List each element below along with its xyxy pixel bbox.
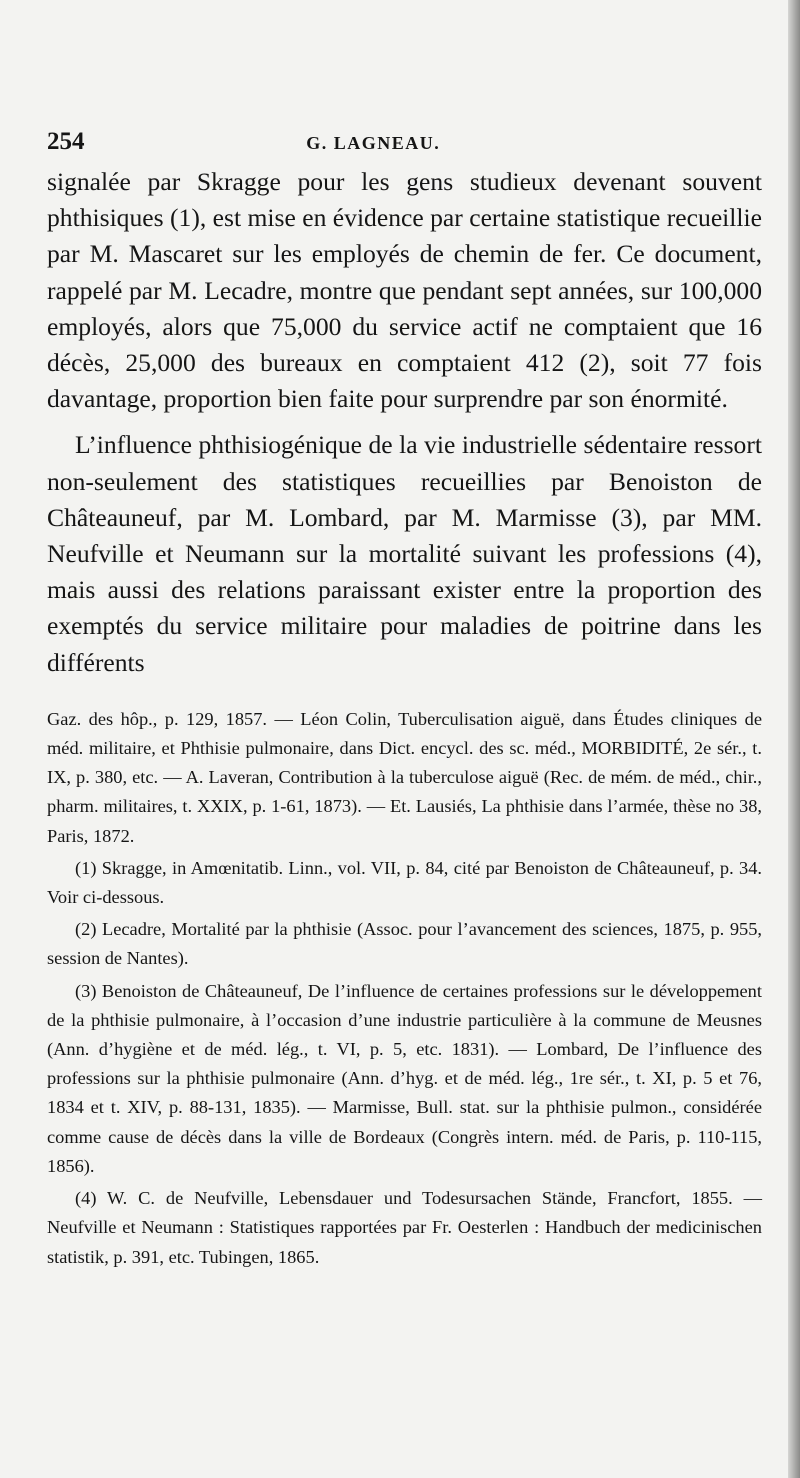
page-number: 254 (47, 128, 85, 155)
book-page (47, 128, 762, 1272)
footnote-1: (1) Skragge, in Amœnitatib. Linn., vol. VII, p. 84, cité par Benoiston de Châteauneuf, p. 34. Voir ci-dessous. (47, 857, 762, 908)
page-header (47, 128, 762, 164)
footnote-separator (47, 687, 762, 697)
paragraph-2: L’influence phthisiogénique de la vie industrielle sédentaire ressort non-seulement des statistiques recueillies par Benoiston de Châteauneuf, par M. Lombard, par M. Marmisse (3), par MM. Neufville et Neumann sur la mortalité suivant les professions (4), mais aussi des relations paraissant exister entre la proportion des exemptés du service militaire pour maladies de poitrine dans les différents (47, 430, 762, 677)
footnote-continuation-text: Gaz. des hôp., p. 129, 1857. — Léon Colin, Tuberculisation aiguë, dans Études cliniques de méd. militaire, et Phthisie pulmonaire, dans Dict. encycl. des sc. méd., MORBIDITÉ, 2e sér., t. IX, p. 380, etc. — A. Laveran, Contribution à la tuberculose aiguë (Rec. de mém. de méd., chir., pharm. militaires, t. XXIX, p. 1-61, 1873). — Et. Lausiés, La phthisie dans l’armée, thèse no 38, Paris, 1872. (47, 708, 762, 846)
footnote-2: (2) Lecadre, Mortalité par la phthisie (Assoc. pour l’avancement des sciences, 1875, p. 955, session de Nantes). (47, 919, 762, 969)
page-edge-shadow (788, 0, 800, 1478)
footnotes (47, 854, 762, 1272)
running-title: G. LAGNEAU. (306, 133, 441, 153)
paragraph-1: signalée par Skragge pour les gens studieux devenant souvent phthisiques (1), est mise en évidence par certaine statistique recueillie par M. Mascaret sur les employés de chemin de fer. Ce document, rappelé par M. Lecadre, montre que pendant sept années, sur 100,000 employés, alors que 75,000 du service actif ne comptaient que 16 décès, 25,000 des bureaux en comptaient 412 (2), soit 77 fois davantage, proportion bien faite pour surprendre par son énormité. (47, 167, 762, 414)
footnote-3: (3) Benoiston de Châteauneuf, De l’influence de certaines professions sur le développement de la phthisie pulmonaire, à l’occasion d’une industrie particulière à la commune de Meusnes (Ann. d’hygiène et de méd. lég., t. VI, p. 5, etc. 1831). — Lombard, De l’influence des professions sur la phthisie pulmonaire (Ann. d’hyg. et de méd. lég., 1re sér., t. XI, p. 5 et 76, 1834 et t. XIV, p. 88-131, 1835). — Marmisse, Bull. stat. sur la phthisie pulmon., considérée comme cause de décès dans la ville de Bordeaux (Congrès intern. méd. de Paris, p. 110-115, 1856). (47, 980, 762, 1176)
footnote-continuation (47, 705, 762, 851)
footnote-4: (4) W. C. de Neufville, Lebensdauer und Todesursachen Stände, Francfort, 1855. — Neufville et Neumann : Statistiques rapportées par Fr. Oesterlen : Handbuch der medicinischen statistik, p. 391, etc. Tubingen, 1865. (47, 1188, 762, 1267)
body-text (47, 164, 762, 681)
